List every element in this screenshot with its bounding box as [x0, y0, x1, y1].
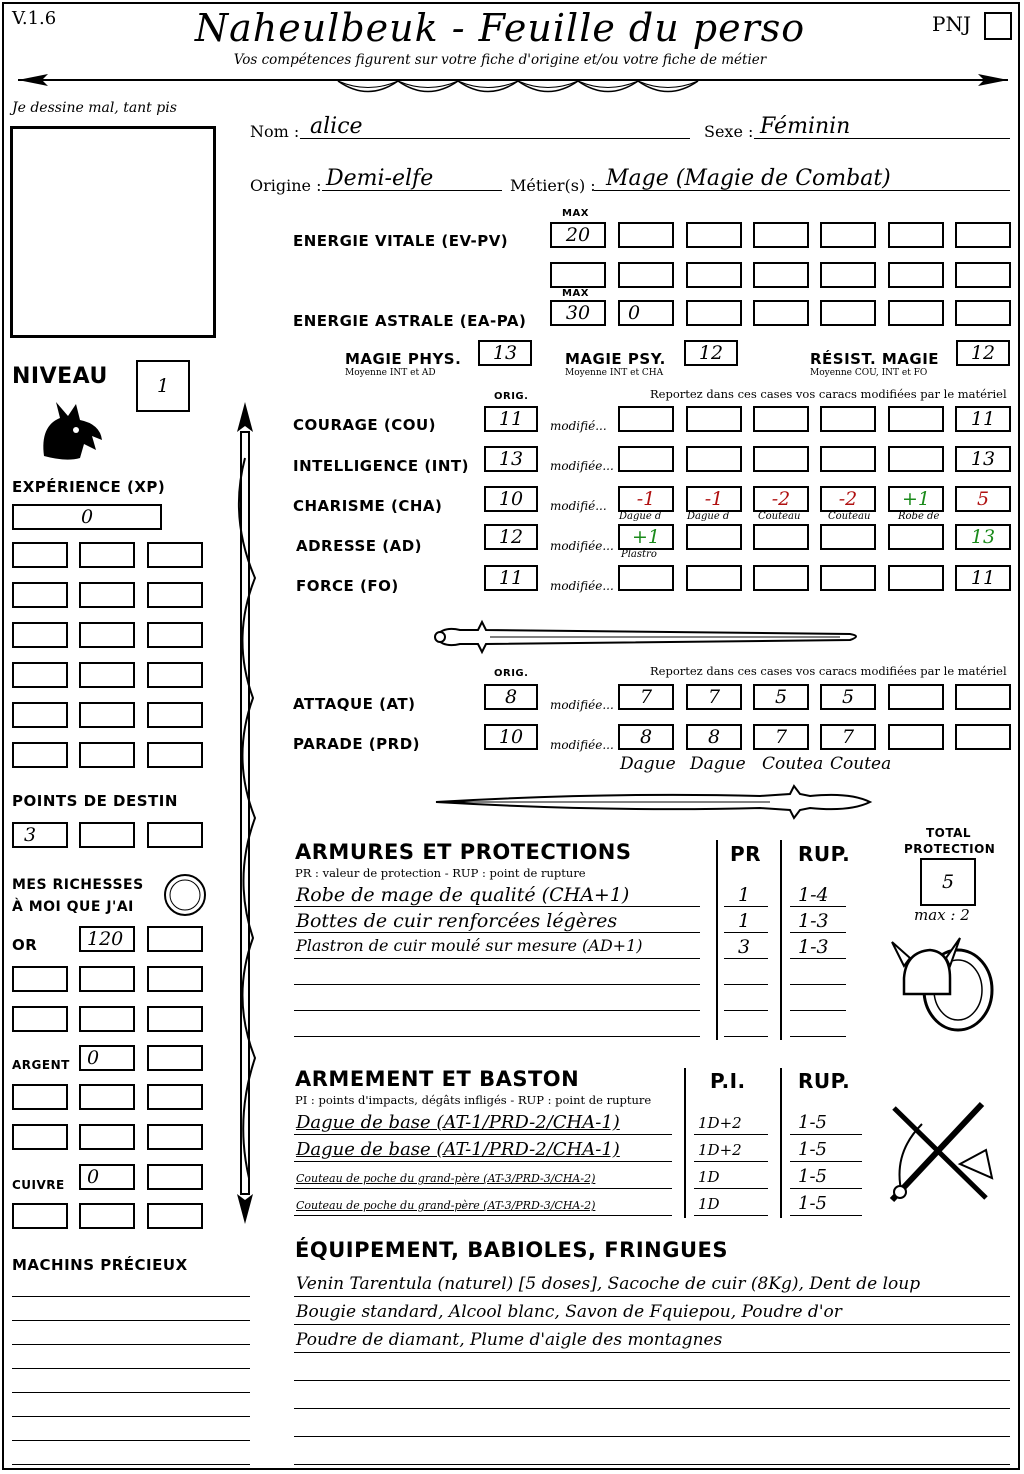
- weapon-name: Coutea: [830, 754, 892, 774]
- equipment-line[interactable]: [294, 1356, 1010, 1381]
- cuivre-box[interactable]: [79, 1164, 135, 1190]
- argent-label: ARGENT: [12, 1058, 70, 1072]
- or-box[interactable]: [12, 1006, 68, 1032]
- xp-label: EXPÉRIENCE (XP): [12, 478, 166, 496]
- origine-label: Origine :: [250, 176, 322, 195]
- stat-label-cou: COURAGE (COU): [293, 416, 437, 434]
- magie-psy-label: MAGIE PSY.: [565, 350, 666, 368]
- armor-pr-field[interactable]: [724, 986, 768, 1011]
- total-protection-value: 5: [941, 871, 955, 893]
- ea-box[interactable]: [618, 300, 674, 326]
- richesses-label: À MOI QUE J'AI: [12, 899, 134, 915]
- ev-box[interactable]: [753, 222, 809, 248]
- stat-mod-value: -2: [838, 488, 858, 510]
- cuivre-label: CUIVRE: [12, 1178, 65, 1192]
- cuivre-box[interactable]: [79, 1203, 135, 1229]
- stat-mod-note: Couteau: [828, 511, 871, 522]
- xp-box[interactable]: [147, 542, 203, 568]
- magie-psy-box[interactable]: [684, 340, 738, 366]
- resist-magie-value: 12: [970, 342, 996, 364]
- metier-value: Mage (Magie de Combat): [606, 166, 891, 191]
- ea-box[interactable]: [820, 300, 876, 326]
- armor-divider: [716, 840, 718, 1040]
- xp-value: 0: [80, 506, 94, 528]
- stat-mod-box[interactable]: [753, 565, 809, 591]
- weapons-pi-header: P.I.: [710, 1069, 746, 1093]
- combat-note: Reportez dans ces cases vos caracs modifiées par le matériel: [650, 664, 1007, 678]
- ev-max-box[interactable]: [550, 222, 606, 248]
- stat-orig-cha[interactable]: [484, 486, 538, 512]
- ea-box[interactable]: [753, 300, 809, 326]
- stat-orig-value: 13: [498, 448, 524, 470]
- equipment-item: Poudre de diamant, Plume d'aigle des montagnes: [296, 1330, 723, 1350]
- ea-box[interactable]: [955, 300, 1011, 326]
- ev-box[interactable]: [618, 222, 674, 248]
- ev-box[interactable]: [686, 262, 742, 288]
- ea-max-value: 30: [565, 302, 591, 324]
- stat-mod-box[interactable]: [820, 486, 876, 512]
- armor-name-field[interactable]: [294, 960, 700, 985]
- stat-mod-box[interactable]: [820, 446, 876, 472]
- prd-mod-box[interactable]: [955, 724, 1011, 750]
- ev-box[interactable]: [955, 262, 1011, 288]
- armor-item-name: Bottes de cuir renforcées légères: [296, 910, 618, 932]
- sexe-value: Féminin: [760, 114, 851, 139]
- or-box[interactable]: [12, 966, 68, 992]
- stat-final-value: 13: [970, 526, 996, 548]
- stat-mod-label: modifiée...: [550, 539, 614, 553]
- ea-max-box[interactable]: [550, 300, 606, 326]
- magie-phys-note: Moyenne INT et AD: [345, 368, 436, 378]
- stat-orig-cou[interactable]: [484, 406, 538, 432]
- niveau-label: NIVEAU: [12, 364, 108, 389]
- destin-box[interactable]: [12, 822, 68, 848]
- weapon-item-rup: 1-5: [798, 1193, 827, 1214]
- armor-rup-field[interactable]: [790, 1012, 846, 1037]
- weapon-item-name: Couteau de poche du grand-père (AT-3/PRD-3/CHA-2): [296, 1199, 596, 1212]
- argent-box[interactable]: [147, 1084, 203, 1110]
- at-mod-box[interactable]: [753, 684, 809, 710]
- helmet-shield-icon: [888, 928, 998, 1038]
- armor-name-field[interactable]: [294, 986, 700, 1011]
- portrait-box[interactable]: [10, 126, 216, 338]
- stat-mod-value: -1: [636, 488, 656, 510]
- weapon-item-rup: 1-5: [798, 1139, 827, 1160]
- weapons-rup-header: RUP.: [798, 1069, 851, 1093]
- prd-orig-box[interactable]: [484, 724, 538, 750]
- stat-mod-box[interactable]: [820, 524, 876, 550]
- or-box[interactable]: [79, 926, 135, 952]
- stat-mod-note: Plastro: [621, 549, 657, 560]
- page-title: Naheulbeuk - Feuille du perso: [194, 6, 806, 50]
- armor-divider: [780, 840, 782, 1040]
- armor-item-pr: 1: [738, 910, 751, 932]
- at-mod-box[interactable]: [820, 684, 876, 710]
- equipment-line[interactable]: [294, 1384, 1010, 1409]
- or-label: OR: [12, 936, 38, 954]
- stat-mod-box[interactable]: [686, 406, 742, 432]
- total-protection-label: PROTECTION: [904, 842, 996, 856]
- xp-box[interactable]: [12, 742, 68, 768]
- at-mod-box[interactable]: [686, 684, 742, 710]
- ev-box[interactable]: [686, 222, 742, 248]
- stat-final-cou[interactable]: [955, 406, 1011, 432]
- xp-box[interactable]: [147, 662, 203, 688]
- machins-line[interactable]: [12, 1378, 250, 1393]
- equipment-title: ÉQUIPEMENT, BABIOLES, FRINGUES: [295, 1238, 728, 1262]
- stats-orig-label: ORIG.: [494, 391, 529, 402]
- armor-rup-field[interactable]: [790, 960, 846, 985]
- sword-ornament-icon: [430, 780, 880, 824]
- resist-magie-label: RÉSIST. MAGIE: [810, 350, 940, 368]
- stat-label-cha: CHARISME (CHA): [293, 497, 443, 515]
- stat-mod-box[interactable]: [820, 406, 876, 432]
- stat-mod-box[interactable]: [753, 486, 809, 512]
- or-box[interactable]: [147, 1006, 203, 1032]
- weapon-item-rup: 1-5: [798, 1166, 827, 1187]
- equipment-line[interactable]: [294, 1412, 1010, 1437]
- prd-label: PARADE (PRD): [293, 735, 421, 753]
- ev-box[interactable]: [753, 262, 809, 288]
- sword-ornament-icon: [430, 612, 870, 658]
- metier-label: Métier(s) :: [510, 176, 596, 195]
- magie-psy-value: 12: [698, 342, 724, 364]
- xp-box[interactable]: [12, 542, 68, 568]
- at-orig-box[interactable]: [484, 684, 538, 710]
- niveau-value: 1: [156, 375, 170, 397]
- stat-mod-label: modifié...: [550, 499, 607, 513]
- argent-box[interactable]: [12, 1084, 68, 1110]
- stat-final-value: 11: [970, 408, 996, 430]
- weapons-divider: [684, 1068, 686, 1218]
- xp-box[interactable]: [79, 742, 135, 768]
- stat-mod-box[interactable]: [686, 524, 742, 550]
- pnj-checkbox[interactable]: [984, 12, 1012, 40]
- stat-mod-box[interactable]: [888, 446, 944, 472]
- ev-max-value: 20: [565, 224, 591, 246]
- stat-mod-box[interactable]: [888, 406, 944, 432]
- argent-box[interactable]: [79, 1124, 135, 1150]
- equipment-line[interactable]: [294, 1440, 1010, 1465]
- ea-max-label: MAX: [562, 288, 589, 299]
- argent-value: 0: [87, 1047, 100, 1069]
- weapon-item-pi: 1D: [698, 1195, 720, 1213]
- magie-phys-label: MAGIE PHYS.: [345, 350, 462, 368]
- prd-mod-box[interactable]: [820, 724, 876, 750]
- origine-value: Demi-elfe: [326, 166, 434, 191]
- armor-title: ARMURES ET PROTECTIONS: [295, 840, 632, 864]
- xp-box[interactable]: [12, 582, 68, 608]
- prd-mod-box[interactable]: [618, 724, 674, 750]
- ev-label: ENERGIE VITALE (EV-PV): [293, 232, 509, 250]
- weapon-item-pi: 1D+2: [698, 1114, 742, 1132]
- crossed-weapons-icon: [882, 1094, 1000, 1212]
- total-protection-box[interactable]: [920, 858, 976, 906]
- magie-phys-value: 13: [492, 342, 518, 364]
- armor-rup-field[interactable]: [790, 986, 846, 1011]
- destin-value: 3: [24, 824, 37, 846]
- stat-mod-note: Robe de: [898, 511, 940, 522]
- weapon-name: Coutea: [762, 754, 824, 774]
- ea-box[interactable]: [686, 300, 742, 326]
- weapons-title: ARMEMENT ET BASTON: [295, 1067, 580, 1091]
- armor-pr-header: PR: [730, 842, 762, 866]
- stat-mod-box[interactable]: [753, 406, 809, 432]
- stat-label-fo: FORCE (FO): [296, 577, 399, 595]
- weapons-subtitle: PI : points d'impacts, dégâts infligés - RUP : point de rupture: [295, 1093, 652, 1107]
- stat-orig-int[interactable]: [484, 446, 538, 472]
- xp-box[interactable]: [79, 582, 135, 608]
- stat-orig-value: 10: [498, 488, 524, 510]
- armor-item-pr: 3: [738, 936, 751, 958]
- armor-item-rup: 1-3: [798, 936, 829, 958]
- at-mod-value: 5: [841, 686, 855, 708]
- prd-mod-label: modifiée...: [550, 738, 614, 752]
- or-box[interactable]: [79, 966, 135, 992]
- ea-label: ENERGIE ASTRALE (EA-PA): [293, 312, 527, 330]
- stat-mod-box[interactable]: [618, 524, 674, 550]
- ev-box[interactable]: [550, 262, 606, 288]
- stat-orig-value: 11: [498, 567, 524, 589]
- nom-label: Nom :: [250, 122, 300, 141]
- at-mod-value: 7: [707, 686, 721, 708]
- stat-mod-box[interactable]: [618, 565, 674, 591]
- cuivre-box[interactable]: [12, 1203, 68, 1229]
- stat-mod-box[interactable]: [888, 486, 944, 512]
- stat-mod-box[interactable]: [618, 446, 674, 472]
- machins-line[interactable]: [12, 1402, 250, 1417]
- weapon-item-name: Dague de base (AT-1/PRD-2/CHA-1): [296, 1139, 620, 1160]
- stat-final-cha[interactable]: [955, 486, 1011, 512]
- stat-mod-box[interactable]: [618, 486, 674, 512]
- machins-line[interactable]: [12, 1450, 250, 1465]
- argent-box[interactable]: [147, 1045, 203, 1071]
- stat-final-ad[interactable]: [955, 524, 1011, 550]
- ev-box[interactable]: [618, 262, 674, 288]
- machins-line[interactable]: [12, 1426, 250, 1441]
- xp-box[interactable]: [147, 582, 203, 608]
- richesses-label: MES RICHESSES: [12, 877, 144, 893]
- xp-box[interactable]: [79, 702, 135, 728]
- weapon-item-name: Couteau de poche du grand-père (AT-3/PRD-3/CHA-2): [296, 1172, 596, 1185]
- or-value: 120: [87, 928, 124, 950]
- stat-label-int: INTELLIGENCE (INT): [293, 457, 469, 475]
- at-mod-value: 5: [774, 686, 788, 708]
- coin-icon: [162, 872, 208, 918]
- ev-box[interactable]: [820, 222, 876, 248]
- weapon-item-rup: 1-5: [798, 1112, 827, 1133]
- xp-box[interactable]: [79, 622, 135, 648]
- total-protection-label: TOTAL: [926, 826, 972, 840]
- niveau-box[interactable]: [136, 360, 190, 412]
- nom-value: alice: [310, 114, 363, 139]
- prd-mod-box[interactable]: [686, 724, 742, 750]
- or-box[interactable]: [79, 1006, 135, 1032]
- prd-mod-box[interactable]: [753, 724, 809, 750]
- machins-line[interactable]: [12, 1354, 250, 1369]
- stat-mod-box[interactable]: [820, 565, 876, 591]
- at-value: 8: [504, 686, 518, 708]
- ev-box[interactable]: [888, 222, 944, 248]
- stat-mod-box[interactable]: [686, 446, 742, 472]
- armor-item-pr: 1: [738, 884, 751, 906]
- xp-box[interactable]: [147, 622, 203, 648]
- stat-mod-value: -1: [704, 488, 724, 510]
- version-label: V.1.6: [12, 8, 57, 29]
- stat-mod-box[interactable]: [753, 524, 809, 550]
- stat-mod-value: +1: [631, 526, 660, 548]
- at-mod-value: 7: [639, 686, 653, 708]
- stat-mod-value: -2: [771, 488, 791, 510]
- machins-label: MACHINS PRÉCIEUX: [12, 1256, 188, 1274]
- ev-box[interactable]: [820, 262, 876, 288]
- argent-box[interactable]: [79, 1045, 135, 1071]
- stat-final-int[interactable]: [955, 446, 1011, 472]
- magie-phys-box[interactable]: [478, 340, 532, 366]
- stat-mod-box[interactable]: [753, 446, 809, 472]
- weapon-name: Dague: [690, 754, 746, 774]
- stat-mod-label: modifiée...: [550, 579, 614, 593]
- or-box[interactable]: [147, 926, 203, 952]
- stat-mod-box[interactable]: [686, 565, 742, 591]
- stat-mod-value: +1: [901, 488, 930, 510]
- stat-orig-value: 12: [498, 526, 524, 548]
- magie-psy-note: Moyenne INT et CHA: [565, 368, 664, 378]
- weapon-item-pi: 1D: [698, 1168, 720, 1186]
- sexe-label: Sexe :: [704, 122, 754, 141]
- argent-box[interactable]: [147, 1124, 203, 1150]
- prd-mod-value: 7: [841, 726, 855, 748]
- stat-final-fo[interactable]: [955, 565, 1011, 591]
- stat-mod-box[interactable]: [888, 565, 944, 591]
- stat-mod-label: modifiée...: [550, 459, 614, 473]
- stat-mod-note: Couteau: [758, 511, 801, 522]
- stat-mod-note: Dague d: [687, 511, 730, 522]
- armor-item-name: Robe de mage de qualité (CHA+1): [296, 884, 630, 906]
- weapon-item-pi: 1D+2: [698, 1141, 742, 1159]
- armor-pr-field[interactable]: [724, 960, 768, 985]
- equipment-item: Bougie standard, Alcool blanc, Savon de Fquiepou, Poudre d'or: [296, 1302, 842, 1322]
- page-subtitle: Vos compétences figurent sur votre fiche d'origine et/ou votre fiche de métier: [233, 52, 767, 68]
- at-mod-box[interactable]: [955, 684, 1011, 710]
- stat-final-value: 11: [970, 567, 996, 589]
- ev-max-label: MAX: [562, 208, 589, 219]
- destin-box[interactable]: [147, 822, 203, 848]
- argent-box[interactable]: [79, 1084, 135, 1110]
- xp-box[interactable]: [147, 702, 203, 728]
- vertical-spear-ornament: [225, 398, 265, 1228]
- weapon-item-name: Dague de base (AT-1/PRD-2/CHA-1): [296, 1112, 620, 1133]
- prd-value: 10: [498, 726, 524, 748]
- machins-line[interactable]: [12, 1282, 250, 1297]
- prd-mod-box[interactable]: [888, 724, 944, 750]
- xp-box[interactable]: [12, 662, 68, 688]
- armor-item-rup: 1-3: [798, 910, 829, 932]
- armor-item-name: Plastron de cuir moulé sur mesure (AD+1): [296, 936, 643, 955]
- stat-mod-box[interactable]: [888, 524, 944, 550]
- stat-orig-fo[interactable]: [484, 565, 538, 591]
- cuivre-box[interactable]: [147, 1203, 203, 1229]
- resist-magie-note: Moyenne COU, INT et FO: [810, 368, 928, 378]
- at-mod-box[interactable]: [888, 684, 944, 710]
- cuivre-value: 0: [87, 1166, 100, 1188]
- armor-rup-header: RUP.: [798, 842, 851, 866]
- armor-pr-field[interactable]: [724, 1012, 768, 1037]
- or-box[interactable]: [147, 966, 203, 992]
- at-label: ATTAQUE (AT): [293, 695, 416, 713]
- destin-label: POINTS DE DESTIN: [12, 792, 178, 810]
- ev-box[interactable]: [955, 222, 1011, 248]
- xp-box[interactable]: [79, 542, 135, 568]
- dragon-icon: [36, 396, 108, 466]
- prd-mod-value: 7: [774, 726, 788, 748]
- weapons-divider: [780, 1068, 782, 1218]
- prd-mod-value: 8: [707, 726, 721, 748]
- machins-line[interactable]: [12, 1330, 250, 1345]
- prd-mod-value: 8: [639, 726, 653, 748]
- stat-orig-value: 11: [498, 408, 524, 430]
- xp-box[interactable]: [12, 702, 68, 728]
- ea-box[interactable]: [888, 300, 944, 326]
- stat-mod-box[interactable]: [618, 406, 674, 432]
- xp-box[interactable]: [12, 504, 162, 530]
- equipment-item: Venin Tarentula (naturel) [5 doses], Sacoche de cuir (8Kg), Dent de loup: [296, 1274, 921, 1294]
- destin-box[interactable]: [79, 822, 135, 848]
- argent-box[interactable]: [12, 1124, 68, 1150]
- stat-mod-note: Dague d: [619, 511, 662, 522]
- at-mod-label: modifiée...: [550, 698, 614, 712]
- armor-subtitle: PR : valeur de protection - RUP : point de rupture: [295, 866, 586, 880]
- armor-item-rup: 1-4: [798, 884, 829, 906]
- armor-name-field[interactable]: [294, 1012, 700, 1037]
- xp-box[interactable]: [147, 742, 203, 768]
- machins-line[interactable]: [12, 1306, 250, 1321]
- stat-final-value: 5: [976, 488, 990, 510]
- ev-box[interactable]: [888, 262, 944, 288]
- resist-magie-box[interactable]: [956, 340, 1010, 366]
- pnj-label: PNJ: [932, 12, 971, 36]
- at-mod-box[interactable]: [618, 684, 674, 710]
- xp-box[interactable]: [12, 622, 68, 648]
- xp-box[interactable]: [79, 662, 135, 688]
- portrait-caption: Je dessine mal, tant pis: [12, 100, 177, 116]
- stat-label-ad: ADRESSE (AD): [296, 537, 423, 555]
- stat-orig-ad[interactable]: [484, 524, 538, 550]
- stats-note: Reportez dans ces cases vos caracs modifiées par le matériel: [650, 387, 1007, 401]
- stat-final-value: 13: [970, 448, 996, 470]
- ea-current-value: 0: [628, 302, 641, 324]
- weapon-name: Dague: [620, 754, 676, 774]
- stat-mod-label: modifié...: [550, 419, 607, 433]
- combat-orig-label: ORIG.: [494, 668, 529, 679]
- total-protection-max: max : 2: [914, 906, 970, 924]
- stat-mod-box[interactable]: [686, 486, 742, 512]
- cuivre-box[interactable]: [147, 1164, 203, 1190]
